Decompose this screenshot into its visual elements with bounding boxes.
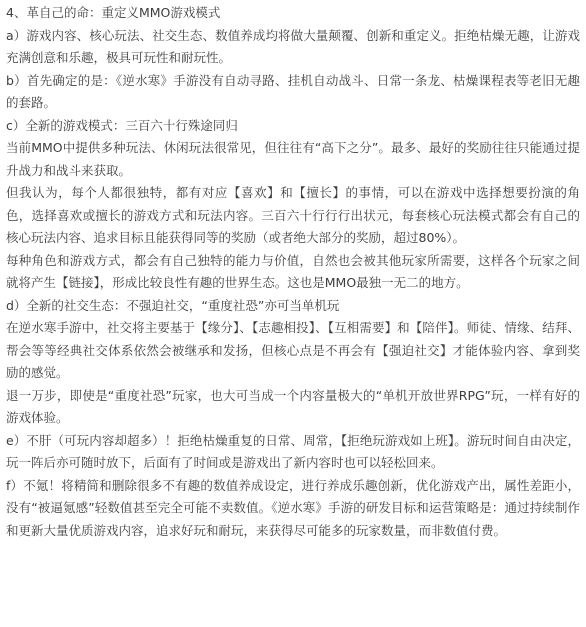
point-e-paragraph: e）不肝（可玩内容却超多）！拒绝枯燥重复的日常、周常，【拒绝玩游戏如上班】。游玩时间自由决定，玩一阵后亦可随时放下，后面有了时间或是游戏出了新内容时也可以轻松回来。 — [6, 432, 580, 470]
point-c-paragraph-2: 但我认为，每个人都很独特，都有对应【喜欢】和【擅长】的事情，可以在游戏中选择想要扮演的角色，选择喜欢或擅长的游戏方式和玩法内容。三百六十行行行出状元，每套核心玩法模式都会有自己的核心玩法内容、追求目标且能获得同等的奖励（或者绝大部分的奖励，超过80%）。 — [6, 185, 580, 245]
section-heading: 4、革自己的命：重定义MMO游戏模式 — [6, 5, 221, 20]
point-c-heading: c）全新的游戏模式：三百六十行殊途同归 — [6, 117, 238, 133]
point-d-heading: d）全新的社交生态：不强迫社交，“重度社恐”亦可当单机玩 — [6, 297, 340, 313]
point-c-paragraph-3: 每种角色和游戏方式，都会有自己独特的能力与价值，自然也会被其他玩家所需要，这样各个玩家之间就将产生【链接】，形成比较良性有趣的世界生态。这也是MMO最独一无二的地方。 — [6, 252, 580, 290]
point-d-paragraph-1: 在逆水寒手游中，社交将主要基于【缘分】、【志趣相投】、【互相需要】和【陪伴】。师徒、情缘、结拜、帮会等等经典社交体系依然会被继承和发扬，但核心点是不再会有【强迫社交】才能体验内容、拿到奖励的感觉。 — [6, 320, 580, 380]
article-body — [6, 2, 580, 542]
point-d-paragraph-2: 退一万步，即使是“重度社恐”玩家，也大可当成一个内容量极大的“单机开放世界RPG”玩，一样有好的游戏体验。 — [6, 387, 580, 425]
point-a-paragraph: a）游戏内容、核心玩法、社交生态、数值养成均将做大量颠覆、创新和重定义。拒绝枯燥无趣，让游戏充满创意和乐趣，极具可玩性和耐玩性。 — [6, 27, 580, 65]
point-f-paragraph: f）不氪！将精简和删除很多不有趣的数值养成设定，进行养成乐趣创新，优化游戏产出，属性差距小，没有“被逼氪感”轻数值甚至完全可能不卖数值。《逆水寒》手游的研发目标和运营策略是：通过持续制作和更新大量优质游戏内容，追求好玩和耐玩，来获得尽可能多的玩家数量，而非数值付费。 — [6, 477, 580, 538]
point-b-paragraph: b）首先确定的是：《逆水寒》手游没有自动寻路、挂机自动战斗、日常一条龙、枯燥课程表等老旧无趣的套路。 — [6, 72, 580, 110]
point-c-paragraph-1: 当前MMO中提供多种玩法、休闲玩法很常见，但往往有“高下之分”。最多、最好的奖励往往只能通过提升战力和战斗来获取。 — [6, 140, 580, 178]
